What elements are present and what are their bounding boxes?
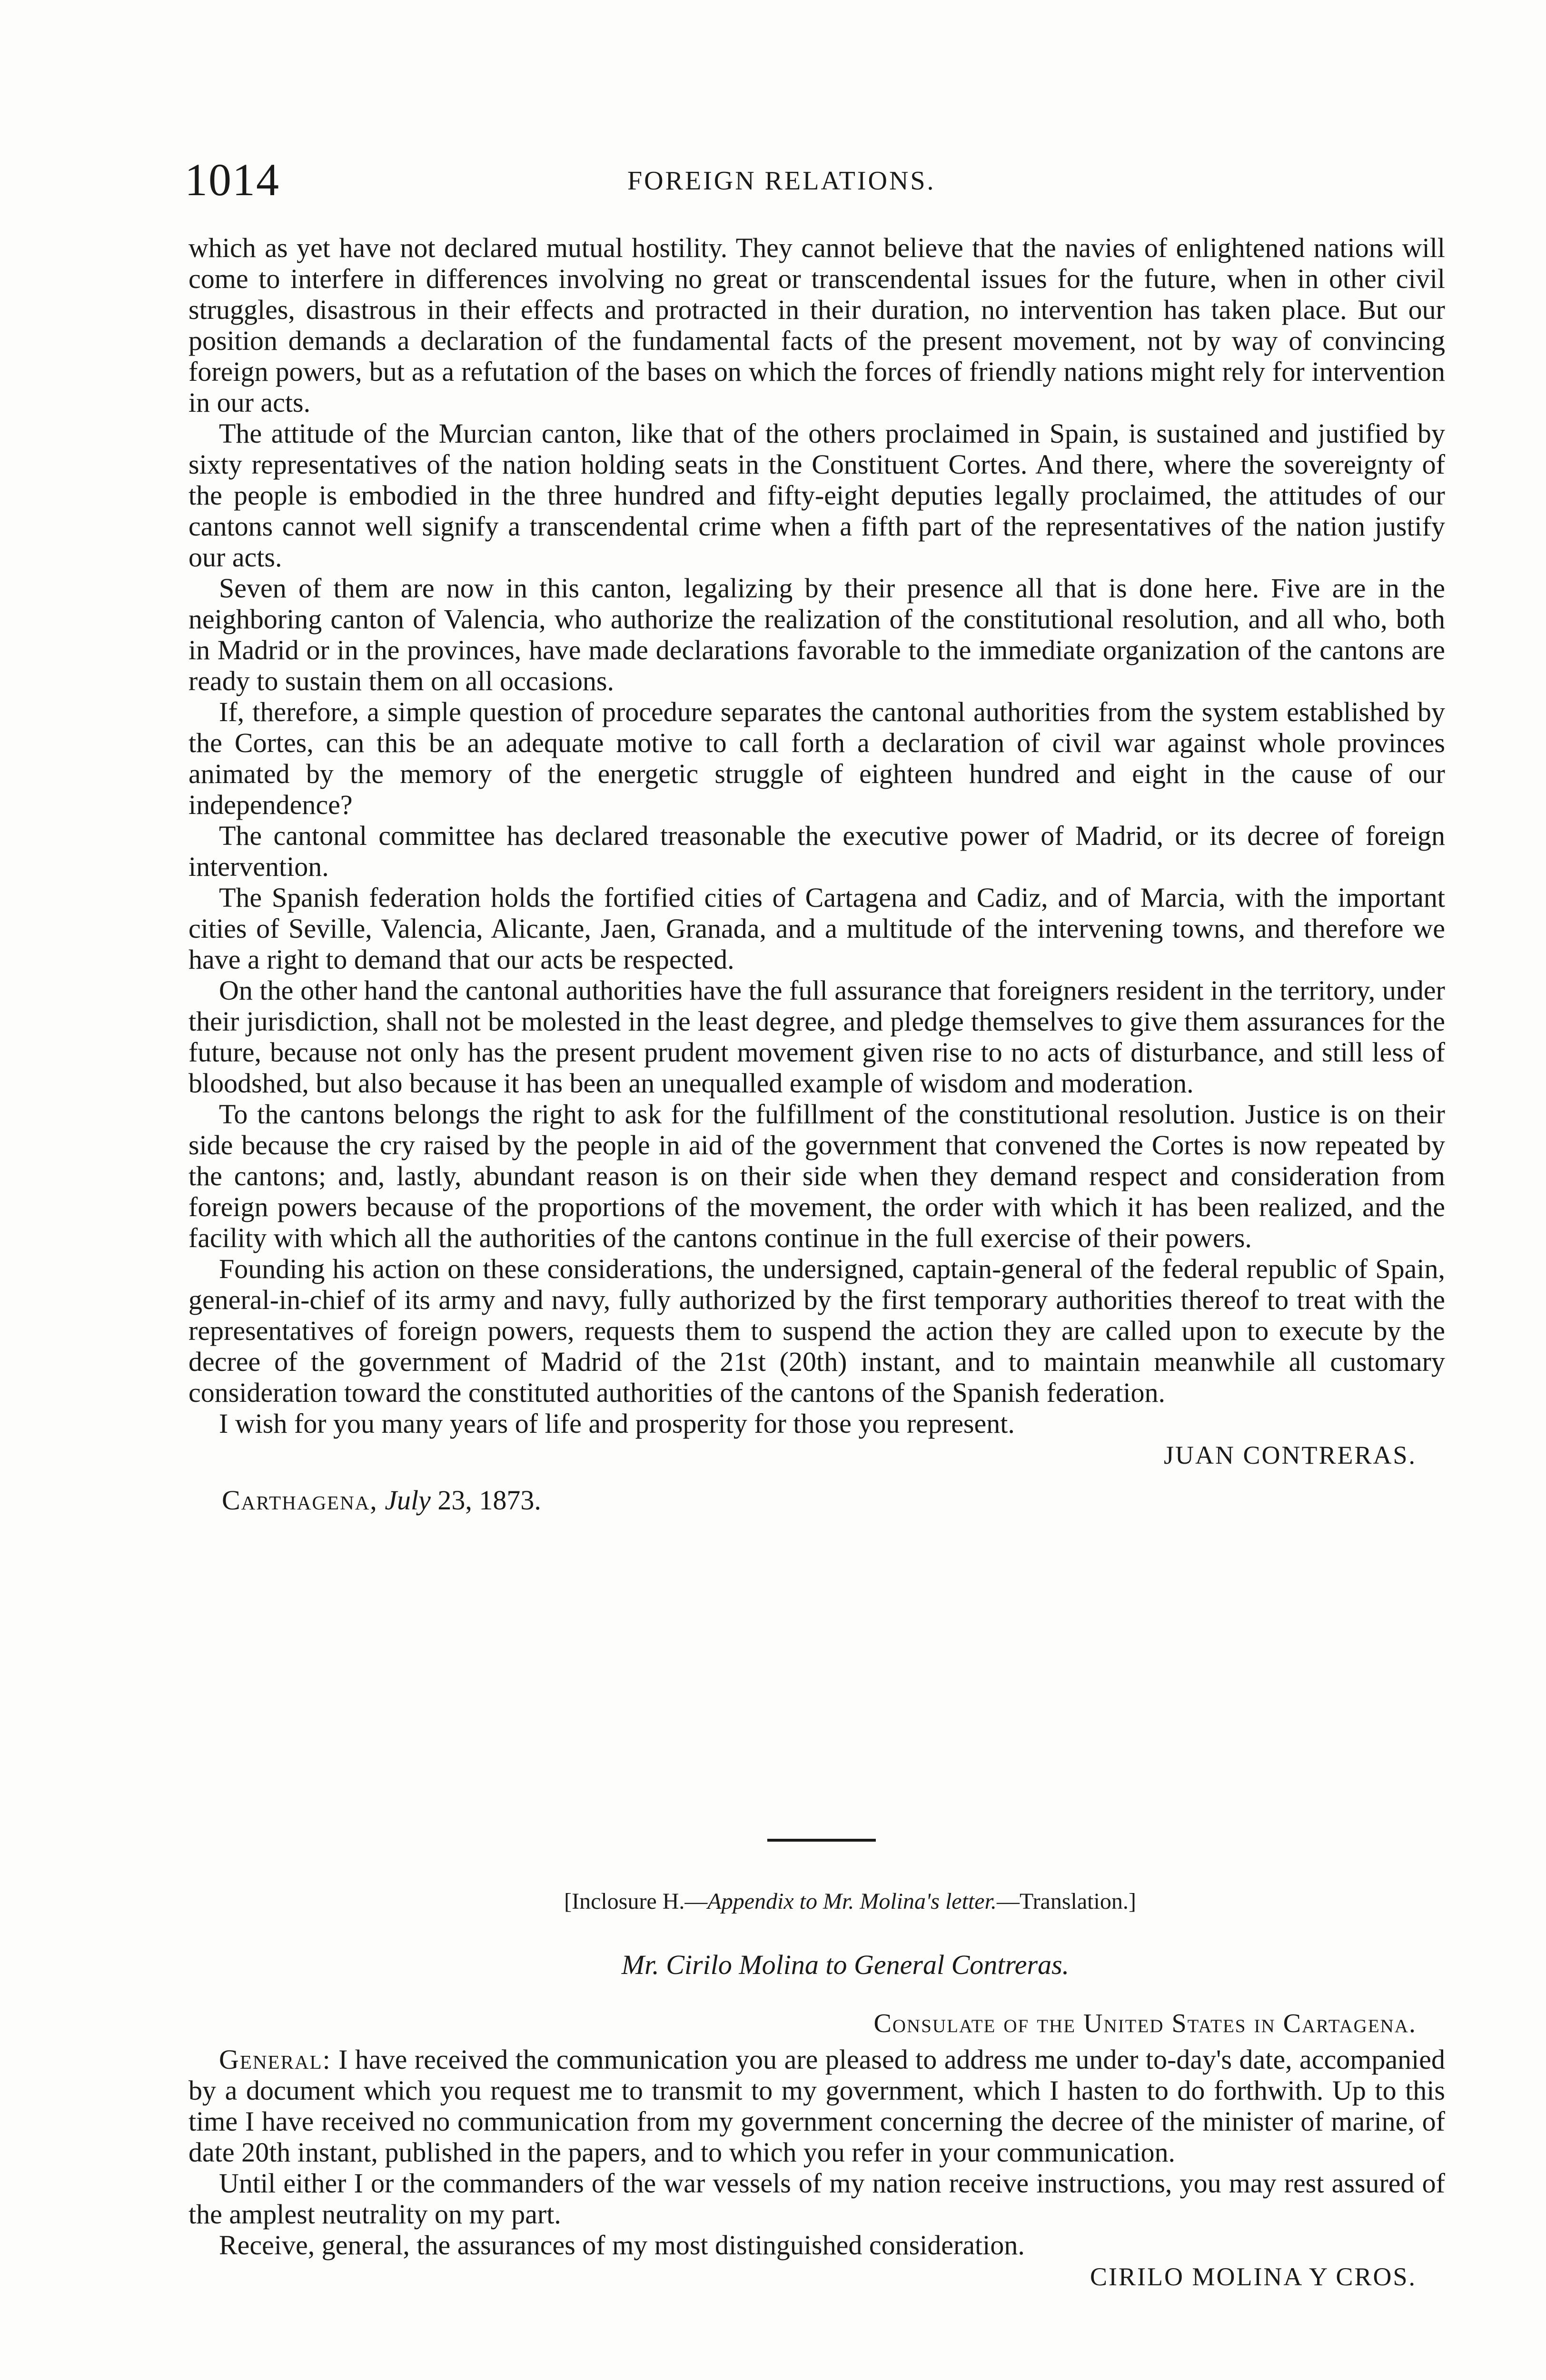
dateline-month: July bbox=[385, 1485, 431, 1516]
body-paragraph: To the cantons belongs the right to ask for the fulfillment of the constitutional resolution. Justice is on their side because the cry raised by the people in aid of the government that convened the Cortes is now repeated by the cantons; and, lastly, abundant reason is on their side when they demand respect and consideration from foreign powers because of the proportions of the movement, the order with which it has been realized, and the facility with which all the authorities of the cantons continue in the full exercise of their powers. bbox=[188, 1099, 1445, 1253]
section-divider bbox=[767, 1839, 876, 1842]
body-paragraph: Founding his action on these considerations, the undersigned, captain-general of the federal republic of Spain, general-in-chief of its army and navy, fully authorized by the first temporary authorities thereof to treat with the representatives of foreign powers, requests them to suspend the action they are called upon to execute by the decree of the government of Madrid of the 21st (20th) instant, and to maintain meanwhile all customary consideration toward the constituted authorities of the cantons of the Spanish federation. bbox=[188, 1253, 1445, 1408]
body-paragraph: which as yet have not declared mutual hostility. They cannot believe that the navies of enlightened nations will come to interfere in differences involving no great or transcendental issues for the future, when in other civil struggles, disastrous in their effects and protracted in their duration, no intervention has taken place. But our position demands a declaration of the fundamental facts of the present movement, not by way of convincing foreign powers, but as a refutation of the bases on which the forces of friendly nations might rely for intervention in our acts. bbox=[188, 232, 1445, 418]
dateline-place: Carthagena, bbox=[222, 1485, 378, 1516]
body-paragraph: The Spanish federation holds the fortified cities of Cartagena and Cadiz, and of Marcia, with the important cities of Seville, Valencia, Alicante, Jaen, Granada, and a multitude of the intervening towns, and therefore we have a right to demand that our acts be respected. bbox=[188, 882, 1445, 975]
body-paragraph: The attitude of the Murcian canton, like that of the others proclaimed in Spain, is sustained and justified by sixty representatives of the nation holding seats in the Constituent Cortes. And there, where the sovereignty of the people is embodied in the three hundred and fifty-eight deputies legally proclaimed, the attitudes of our cantons cannot well signify a transcendental crime when a fifth part of the representatives of the nation justify our acts. bbox=[188, 418, 1445, 573]
page-number: 1014 bbox=[185, 154, 280, 205]
letter-paragraph-text: I have received the communication you are pleased to address me under to-day's date, accompanied by a document which you request me to transmit to my government, which I hasten to do forthwith. Up to this time I have received no communication from my government concerning the decree of the minister of marine, of date 20th instant, published in the papers, and to which you refer in your communication. bbox=[188, 2044, 1445, 2168]
enclosure-h bbox=[188, 1885, 1445, 2293]
letter-title: Mr. Cirilo Molina to General Contreras. bbox=[621, 1949, 1070, 1980]
inclosure-close: —Translation.] bbox=[996, 1889, 1136, 1914]
dateline bbox=[188, 1484, 1445, 1517]
signature-contreras: JUAN CONTRERAS. bbox=[1163, 1441, 1417, 1469]
letter-paragraph: Until either I or the commanders of the war vessels of my nation receive instructions, you may rest assured of the amplest neutrality on my part. bbox=[188, 2168, 1445, 2230]
letter-paragraph bbox=[188, 2044, 1445, 2168]
body-paragraph: On the other hand the cantonal authorities have the full assurance that foreigners resident in the territory, under their jurisdiction, shall not be molested in the least degree, and pledge themselves to give them assurances for the future, because not only has the present prudent movement given rise to no acts of disturbance, and still less of bloodshed, but also because it has been an unequalled example of wisdom and moderation. bbox=[188, 975, 1445, 1099]
page-header bbox=[185, 151, 1446, 208]
body-paragraph: Seven of them are now in this canton, legalizing by their presence all that is done here. Five are in the neighboring canton of Valencia, who authorize the realization of the constitutional resolution, and all who, both in Madrid or in the provinces, have made declarations favorable to the immediate organization of the cantons are ready to sustain them on all occasions. bbox=[188, 573, 1445, 696]
inclosure-appendix: Appendix to Mr. Molina's letter. bbox=[707, 1889, 997, 1914]
salutation: General: bbox=[219, 2044, 331, 2075]
running-head: FOREIGN RELATIONS. bbox=[627, 166, 936, 196]
dateline-year: 23, 1873. bbox=[437, 1485, 541, 1516]
letter-paragraph: Receive, general, the assurances of my most distinguished consideration. bbox=[219, 2230, 1025, 2261]
body-paragraph: I wish for you many years of life and prosperity for those you represent. bbox=[219, 1408, 1015, 1439]
body-paragraph: If, therefore, a simple question of procedure separates the cantonal authorities from the system established by the Cortes, can this be an adequate motive to call forth a declaration of civil war against whole provinces animated by the memory of the energetic struggle of eighteen hundred and eight in the cause of our independence? bbox=[188, 696, 1445, 820]
body-paragraph: The cantonal committee has declared treasonable the executive power of Madrid, or its decree of foreign intervention. bbox=[188, 820, 1445, 882]
inclosure-open: [Inclosure H.— bbox=[564, 1889, 708, 1914]
consulate-heading: Consulate of the United States in Cartagena. bbox=[873, 2009, 1417, 2038]
signature-molina: CIRILO MOLINA Y CROS. bbox=[1090, 2262, 1417, 2291]
molina-letter bbox=[188, 2044, 1445, 2261]
letter-body bbox=[188, 232, 1445, 1517]
inclosure-heading bbox=[255, 1885, 1445, 1918]
